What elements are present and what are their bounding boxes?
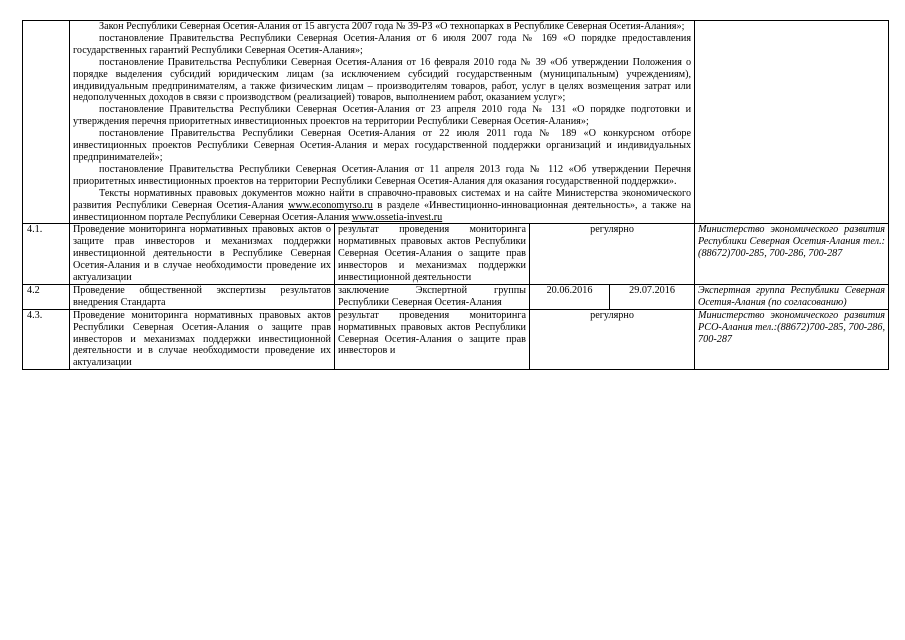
intro-num-cell <box>23 21 70 224</box>
intro-text: в разделе «Инвестиционно-инновационная деятельность», а также на инвестиционном портале Республики Северная Осетия-Алания <box>73 199 692 223</box>
start-date-cell: 20.06.2016 <box>530 284 610 309</box>
intro-paragraph: постановление Правительства Республики Северная Осетия-Алания от 6 июля 2007 года № 169 «О порядке предоставления государственных гарантий Республики Северная Осетия-Алания»; <box>73 32 692 56</box>
result-cell: результат проведения мониторинга нормативных правовых актов Республики Северная Осетия-Алания о защите прав инвесторов и <box>335 309 530 370</box>
row-number: 4.3. <box>23 309 70 370</box>
document-page <box>22 20 888 370</box>
intro-paragraph-links <box>73 188 691 224</box>
end-date-cell: 29.07.2016 <box>610 284 695 309</box>
result-cell: заключение Экспертной группы Республики Северная Осетия-Алания <box>335 284 530 309</box>
measures-table <box>22 20 889 370</box>
intro-paragraph: Закон Республики Северная Осетия-Алания от 15 августа 2007 года № 39-РЗ «О технопарках в Республике Северная Осетия-Алания»; <box>99 21 685 32</box>
activity-cell: Проведение мониторинга нормативных правовых актов Республики Северная Осетия-Алания о защите прав инвесторов и механизмах поддержки инвестиционной деятельности и в случае необходимости проведение их актуализации <box>70 309 335 370</box>
intro-cell <box>70 21 695 224</box>
intro-paragraph: постановление Правительства Республики Северная Осетия-Алания от 11 апреля 2013 года № 112 «Об утверждении Перечня приоритетных инвестиционных проектов на территории Республики Северная Осетия-Алания для оказания государственной поддержки». <box>73 163 692 187</box>
table-row <box>23 309 889 370</box>
timing-cell: регулярно <box>530 309 695 370</box>
intro-row <box>23 21 889 224</box>
intro-paragraph: постановление Правительства Республики Северная Осетия-Алания от 22 июля 2011 года № 189 «О конкурсном отборе инвестиционных проектов Республики Северная Осетия-Алания и мерах государственной поддержки организаций и индивидуальных предпринимателей»; <box>73 128 692 163</box>
activity-cell: Проведение мониторинга нормативных правовых актов о защите прав инвесторов и механизмах поддержки инвестиционной деятельности в Республике Северная Осетия-Алания и в случае необходимости проведение их актуализации <box>70 224 335 285</box>
intro-responsible-cell <box>695 21 889 224</box>
activity-cell: Проведение общественной экспертизы результатов внедрения Стандарта <box>70 284 335 309</box>
row-number: 4.1. <box>23 224 70 285</box>
result-cell: результат проведения мониторинга нормативных правовых актов Республики Северная Осетия-Алания о защите прав инвесторов и механизмах поддержки инвестиционной деятельности <box>335 224 530 285</box>
table-row <box>23 224 889 285</box>
intro-paragraph: постановление Правительства Республики Северная Осетия-Алания от 23 апреля 2010 года № 131 «О порядке подготовки и утверждения перечня приоритетных инвестиционных проектов на территории Республики Северная Осетия-Алания»; <box>73 104 692 128</box>
intro-text: Тексты нормативных правовых документов можно найти в справочно-правовых системах и на сайте Министерства экономического развития Республики Северная Осетия-Алания <box>73 187 692 211</box>
economy-site-link[interactable]: www.economyrso.ru <box>288 199 373 211</box>
intro-paragraph: постановление Правительства Республики Северная Осетия-Алания от 16 февраля 2010 года № 39 «Об утверждении Положения о порядке выделения субсидий юридическим лицам (за исключением субсидий государственным (муниципальным) учреждениям), индивидуальным предпринимателям, а также физическим лицам – производителям товаров, работ, услуг в целях возмещения затрат или недополученных доходов в связи с производством (реализацией) товаров, выполнением работ, оказанием услуг»; <box>73 56 692 104</box>
row-number: 4.2 <box>23 284 70 309</box>
responsible-cell: Министерство экономического развития Республики Северная Осетия-Алания тел.:(88672)700-285, 700-286, 700-287 <box>695 224 889 285</box>
invest-portal-link[interactable]: www.ossetia-invest.ru <box>351 211 443 223</box>
responsible-cell: Экспертная группа Республики Северная Осетия-Алания (по согласованию) <box>695 284 889 309</box>
responsible-cell: Министерство экономического развития РСО-Алания тел.:(88672)700-285, 700-286, 700-287 <box>695 309 889 370</box>
timing-cell: регулярно <box>530 224 695 285</box>
table-row <box>23 284 889 309</box>
